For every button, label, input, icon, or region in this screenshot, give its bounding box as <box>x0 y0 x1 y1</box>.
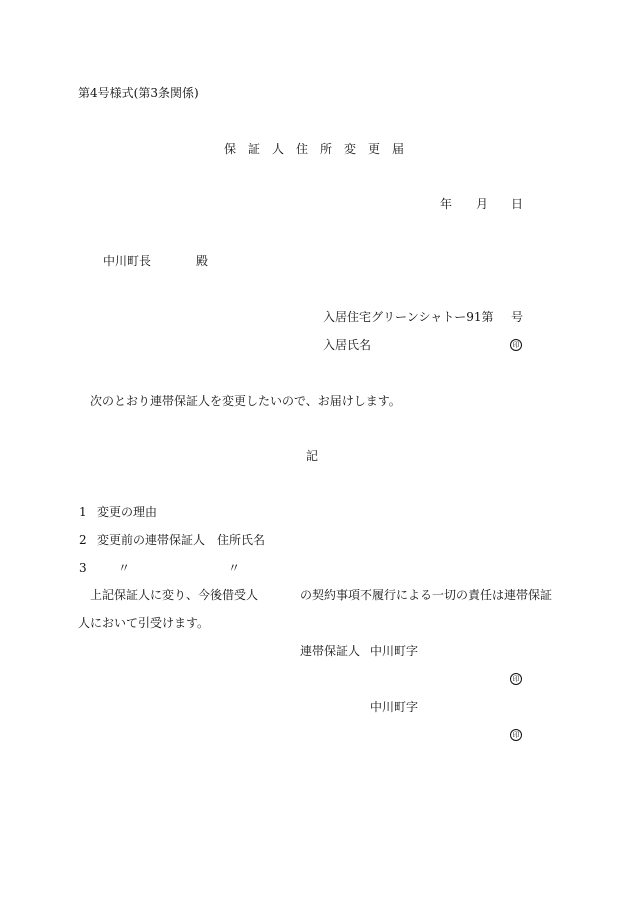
item-1-text: 変更の理由 <box>97 505 158 519</box>
date-year: 年 <box>440 197 453 211</box>
item-2-text: 変更前の連帯保証人 住所氏名 <box>97 533 266 547</box>
resident-name-label: 入居氏名 <box>323 338 372 352</box>
addressee-honorific: 殿 <box>196 254 209 268</box>
item-3-ditto-2: 〃 <box>228 561 241 575</box>
resident-number-suffix: 号 <box>511 310 524 324</box>
guarantor-seal-1: 印 <box>510 673 522 685</box>
pledge-line-1b: の契約事項不履行による一切の責任は連帯保証 <box>300 588 553 602</box>
guarantor-label: 連帯保証人 <box>300 644 361 658</box>
resident-housing: 入居住宅グリーンシャトー91第 <box>323 310 494 324</box>
pledge-line-2: 人において引受けます。 <box>78 616 210 630</box>
item-3-number: 3 <box>79 561 87 575</box>
guarantor-seal-2: 印 <box>510 729 522 741</box>
item-3-ditto: 〃 <box>118 561 131 575</box>
form-number: 第4号様式(第3条関係) <box>78 86 199 100</box>
document-title: 保 証 人 住 所 変 更 届 <box>224 142 405 156</box>
pledge-line-1a: 上記保証人に変り、今後借受人 <box>90 588 259 602</box>
guarantor-address-2: 中川町字 <box>370 700 419 714</box>
item-1-number: 1 <box>79 505 87 519</box>
date-month: 月 <box>476 197 489 211</box>
item-2-number: 2 <box>79 533 87 547</box>
resident-seal: 印 <box>510 339 522 351</box>
addressee-name: 中川町長 <box>103 254 152 268</box>
date-day: 日 <box>511 197 524 211</box>
statement: 次のとおり連帯保証人を変更したいので、お届けします。 <box>90 394 401 408</box>
guarantor-address-1: 中川町字 <box>370 644 419 658</box>
ki-heading: 記 <box>306 449 319 463</box>
